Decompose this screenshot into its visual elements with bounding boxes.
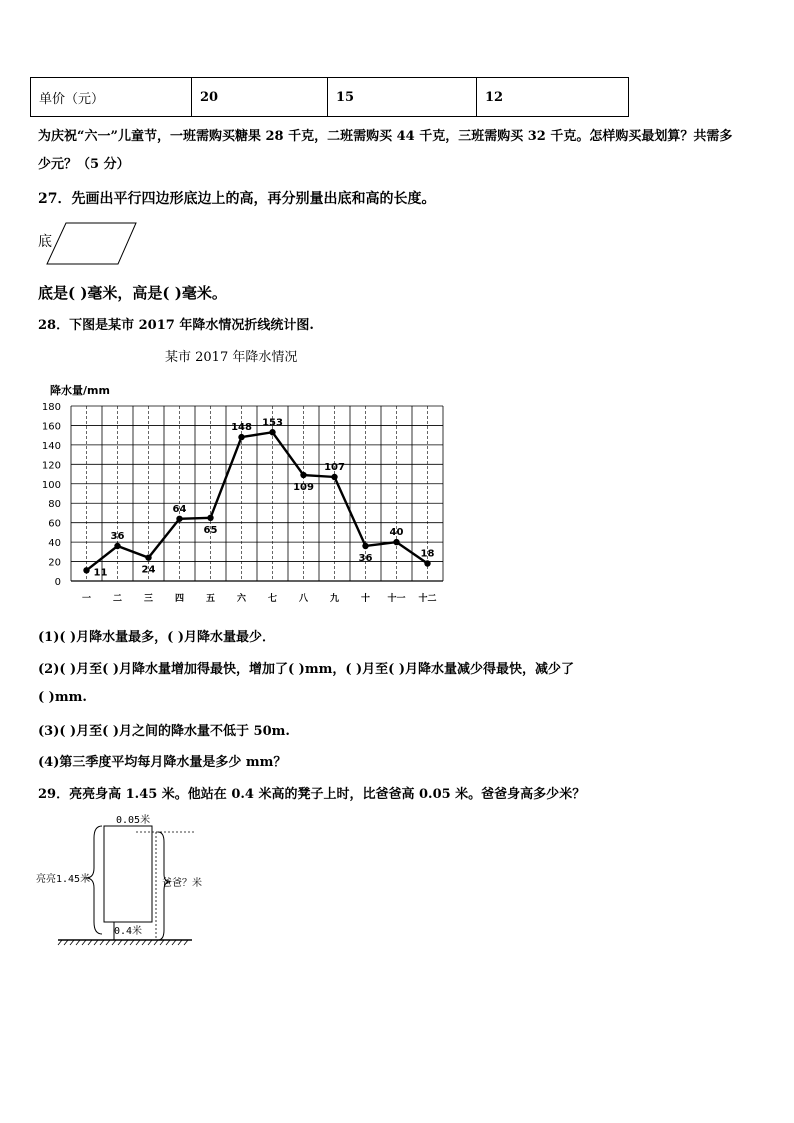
data-point	[269, 429, 275, 435]
data-point	[83, 567, 89, 573]
data-point	[238, 434, 244, 440]
data-label: 148	[231, 422, 252, 434]
data-point	[114, 543, 120, 549]
data-label: 11	[93, 567, 108, 579]
label-stool: 0.4米	[114, 926, 143, 937]
price-table	[30, 77, 629, 117]
y-tick-label: 100	[41, 479, 61, 491]
price-cell-1: 20	[192, 78, 328, 117]
label-0-05m: 0.05米	[116, 815, 151, 826]
data-point	[331, 474, 337, 480]
q27-answer: 底是( )毫米，高是( )毫米。	[38, 284, 227, 302]
x-tick-label: 八	[298, 594, 309, 604]
data-label: 109	[293, 482, 314, 494]
y-tick-labels	[42, 402, 61, 588]
price-cell-2: 15	[328, 78, 477, 117]
q27-title: 27．先画出平行四边形底边上的高，再分别量出底和高的长度。	[38, 191, 436, 207]
x-tick-label: 四	[174, 594, 185, 604]
price-cell-3: 12	[477, 78, 629, 117]
data-label: 36	[358, 553, 373, 564]
y-tick-label: 160	[41, 421, 61, 433]
data-labels	[94, 417, 435, 578]
chart-title: 某市 2017 年降水情况	[165, 350, 298, 365]
x-tick-label: 七	[267, 594, 278, 604]
q26-line1: 为庆祝“六一”儿童节，一班需购买糖果 28 千克，二班需购买 44 千克，三班需购买 32 千克。怎样购买最划算？共需多	[38, 129, 733, 144]
y-tick-label: 0	[54, 577, 61, 588]
q28-q2-line1: (2)( )月至( )月降水量增加得最快，增加了( )mm，( )月至( )月降水量减少得最快，减少了	[38, 662, 574, 677]
data-point	[176, 516, 182, 522]
data-label: 24	[141, 564, 156, 576]
data-label: 65	[203, 524, 218, 536]
y-tick-label: 120	[41, 460, 61, 472]
y-axis-label: 降水量/mm	[50, 384, 110, 397]
q28-q1: (1)( )月降水量最多，( )月降水量最少．	[38, 630, 276, 645]
data-label: 36	[110, 531, 125, 542]
x-tick-label: 十	[360, 594, 371, 604]
y-tick-label: 180	[41, 402, 61, 413]
data-label: 18	[420, 548, 435, 560]
x-tick-label: 三	[143, 594, 154, 604]
data-point	[393, 539, 399, 545]
data-label: 40	[389, 527, 404, 539]
x-tick-label: 六	[236, 594, 247, 604]
data-point	[362, 543, 368, 549]
q28-title: 28．下图是某市 2017 年降水情况折线统计图.	[38, 318, 314, 333]
q29-title: 29．亮亮身高 1.45 米。他站在 0.4 米高的凳子上时，比爸爸高 0.05 米。爸爸身高多少米？	[38, 787, 586, 802]
y-tick-label: 20	[48, 557, 61, 569]
data-point	[424, 560, 430, 566]
data-point	[207, 515, 213, 521]
x-tick-label: 二	[112, 594, 123, 604]
x-tick-label: 九	[329, 594, 340, 604]
rainfall-line-chart	[30, 370, 460, 605]
height-diagram	[36, 808, 206, 948]
y-tick-label: 80	[48, 499, 61, 511]
chart-grid	[71, 406, 443, 581]
price-label-cell: 单价（元）	[31, 78, 192, 117]
q26-line2: 少元？（5 分）	[38, 157, 130, 172]
x-tick-labels	[82, 592, 437, 604]
label-dad: 爸爸？米	[162, 878, 202, 889]
x-tick-label: 一	[81, 594, 92, 604]
x-tick-label: 五	[205, 594, 216, 604]
q28-q2-line2: ( )mm.	[38, 690, 87, 705]
q28-q4: (4)第三季度平均每月降水量是多少 mm？	[38, 755, 287, 770]
data-label: 64	[172, 503, 187, 515]
label-liangliang: 亮亮1.45米	[36, 874, 91, 885]
data-point	[145, 554, 151, 560]
table-row	[31, 78, 629, 117]
x-tick-label: 十一	[387, 594, 406, 604]
y-tick-label: 40	[48, 538, 61, 550]
q28-q3: (3)( )月至( )月之间的降水量不低于 50m.	[38, 724, 290, 739]
x-tick-label: 十二	[418, 594, 437, 604]
q27-base-label: 底	[38, 234, 52, 250]
data-label: 107	[324, 461, 345, 473]
parallelogram-figure	[46, 222, 138, 266]
y-tick-label: 60	[48, 518, 61, 530]
data-point	[300, 472, 306, 478]
data-label: 153	[262, 417, 283, 429]
y-tick-label: 140	[41, 440, 61, 452]
